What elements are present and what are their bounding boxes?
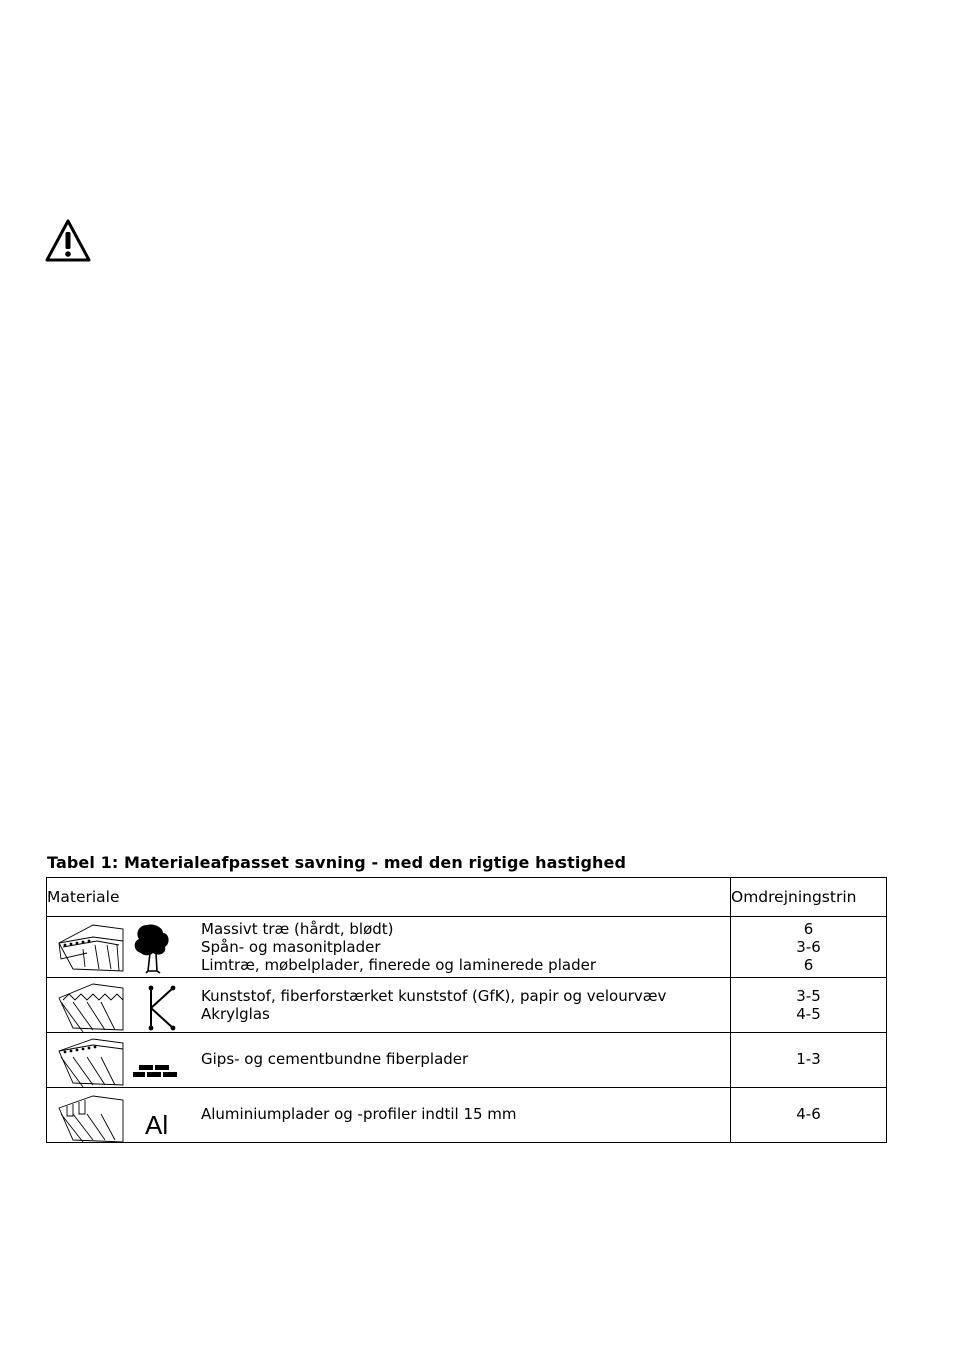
speed-value: 4-5: [796, 1005, 821, 1023]
table-row: [47, 1088, 887, 1143]
material-line: Aluminiumplader og -profiler indtil 15 mm: [201, 1105, 517, 1123]
material-cell: [47, 1033, 731, 1088]
material-cell: [47, 917, 731, 978]
material-line: Gips- og cementbundne fiberplader: [201, 1050, 469, 1068]
bricks-icon: [53, 1035, 193, 1091]
table-row: [47, 917, 887, 978]
warning-triangle-icon: [44, 218, 92, 264]
speed-cell: [731, 1033, 887, 1088]
material-line: Akrylglas: [201, 1005, 270, 1023]
material-cell: [47, 1088, 731, 1143]
aluminium-symbol: Al: [145, 1110, 169, 1140]
speed-cell: [731, 917, 887, 978]
table-header-row: [47, 878, 887, 917]
speed-value: 3-5: [796, 987, 821, 1005]
table-caption: Tabel 1: Materialeafpasset savning - med den rigtige hastighed: [47, 853, 627, 872]
header-material: Materiale: [47, 878, 731, 917]
speed-value: 6: [803, 956, 814, 974]
speed-value: 6: [803, 920, 814, 938]
aluminium-icon: [53, 1090, 193, 1146]
speed-value: 1-3: [796, 1050, 821, 1068]
material-line: Massivt træ (hårdt, blødt): [201, 920, 394, 938]
speed-cell: [731, 978, 887, 1033]
speed-value: 3-6: [796, 938, 821, 956]
plastic-k-icon: [53, 980, 193, 1036]
header-speed: Omdrejningstrin: [731, 878, 887, 917]
material-line: Limtræ, møbelplader, finerede og laminerede plader: [201, 956, 596, 974]
table-row: [47, 1033, 887, 1088]
material-cell: [47, 978, 731, 1033]
table-row: [47, 978, 887, 1033]
material-speed-table: [46, 877, 887, 1143]
speed-value: 4-6: [796, 1105, 821, 1123]
wood-tree-icon: [53, 919, 193, 975]
material-line: Spån- og masonitplader: [201, 938, 381, 956]
material-line: Kunststof, fiberforstærket kunststof (GfK), papir og velourvæv: [201, 987, 667, 1005]
speed-cell: [731, 1088, 887, 1143]
